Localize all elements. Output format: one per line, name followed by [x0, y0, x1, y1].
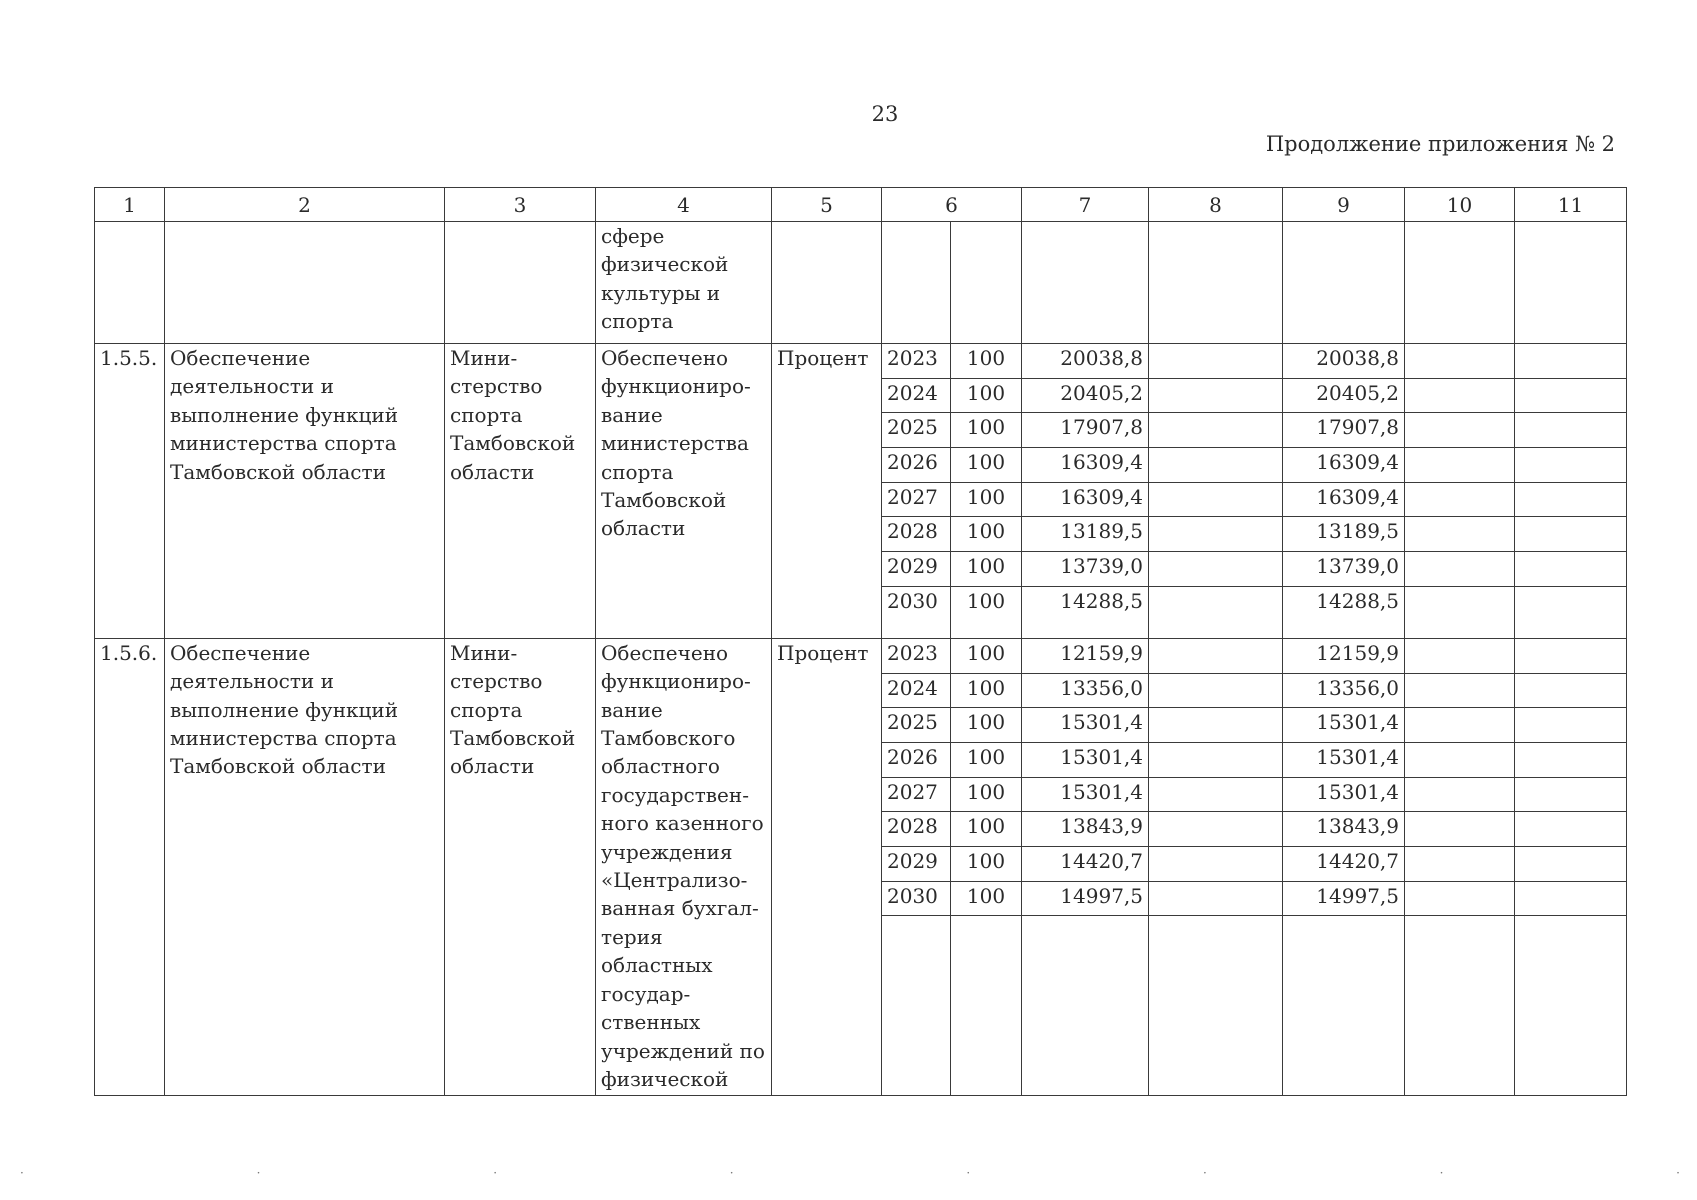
- amount-col10-cell: [1405, 777, 1515, 812]
- table-row: [95, 638, 1627, 673]
- target-percent-cell: 100: [951, 413, 1022, 448]
- expected-result: Обеспечено функциониро- вание Тамбовского областного государствен- ного казенного учреждения «Централизо- ванная бухгал- терия областных государ- ственных учреждений по физической: [596, 638, 772, 1096]
- amount-col9-cell: 13356,0: [1283, 673, 1405, 708]
- amount-col11-cell: [1515, 378, 1627, 413]
- target-percent-cell: 100: [951, 881, 1022, 916]
- table-row: [95, 344, 1627, 379]
- amount-col7-cell: 14288,5: [1022, 586, 1149, 638]
- col-header-9: 9: [1283, 188, 1405, 222]
- amount-col10-cell: [1405, 517, 1515, 552]
- amount-col10-cell: [1405, 344, 1515, 379]
- amount-col10-cell: [1405, 413, 1515, 448]
- unit-of-measure: Процент: [772, 638, 882, 1096]
- col-header-11: 11: [1515, 188, 1627, 222]
- year-cell: 2028: [882, 812, 951, 847]
- col-header-6: 6: [882, 188, 1022, 222]
- amount-col9-cell: 15301,4: [1283, 708, 1405, 743]
- year-cell: 2026: [882, 742, 951, 777]
- amount-col11-cell: [1515, 517, 1627, 552]
- year-cell: 2024: [882, 378, 951, 413]
- amount-col11-cell: [1515, 777, 1627, 812]
- amount-col8-cell: [1149, 638, 1283, 673]
- amount-col8-cell: [1149, 482, 1283, 517]
- amount-col7-cell: 13843,9: [1022, 812, 1149, 847]
- year-cell: 2030: [882, 586, 951, 638]
- amount-col9-cell: 20038,8: [1283, 344, 1405, 379]
- target-percent-cell: 100: [951, 448, 1022, 483]
- amount-col7-cell: 20405,2: [1022, 378, 1149, 413]
- amount-col11-cell: [1515, 673, 1627, 708]
- target-percent-cell: 100: [951, 586, 1022, 638]
- section-number: 1.5.6.: [95, 638, 165, 1096]
- amount-col10-cell: [1405, 552, 1515, 587]
- appendix-continuation-note: Продолжение приложения № 2: [1265, 132, 1615, 156]
- amount-col10-cell: [1405, 586, 1515, 638]
- column-number-row: [95, 188, 1627, 222]
- col-header-2: 2: [165, 188, 445, 222]
- unit-of-measure: Процент: [772, 344, 882, 639]
- amount-col8-cell: [1149, 742, 1283, 777]
- amount-col11-cell: [1515, 413, 1627, 448]
- amount-col10-cell: [1405, 881, 1515, 916]
- amount-col9-cell: 16309,4: [1283, 482, 1405, 517]
- expected-result: Обеспечено функциониро- вание министерства спорта Тамбовской области: [596, 344, 772, 639]
- amount-col11-cell: [1515, 846, 1627, 881]
- amount-col8-cell: [1149, 708, 1283, 743]
- year-cell: 2024: [882, 673, 951, 708]
- year-cell: 2023: [882, 638, 951, 673]
- amount-col7-cell: 20038,8: [1022, 344, 1149, 379]
- amount-col7-cell: 16309,4: [1022, 482, 1149, 517]
- year-cell: 2029: [882, 552, 951, 587]
- year-cell: 2029: [882, 846, 951, 881]
- target-percent-cell: 100: [951, 638, 1022, 673]
- amount-col9-cell: 14997,5: [1283, 881, 1405, 916]
- amount-col10-cell: [1405, 378, 1515, 413]
- amount-col8-cell: [1149, 881, 1283, 916]
- col-header-10: 10: [1405, 188, 1515, 222]
- activity-name: Обеспечение деятельности и выполнение функций министерства спорта Тамбовской области: [165, 344, 445, 639]
- amount-col8-cell: [1149, 777, 1283, 812]
- amount-col9-cell: 16309,4: [1283, 448, 1405, 483]
- scan-margin-dots: · · · · · · · ·: [20, 1166, 1680, 1180]
- amount-col7-cell: 13356,0: [1022, 673, 1149, 708]
- year-cell: 2030: [882, 881, 951, 916]
- amount-col8-cell: [1149, 812, 1283, 847]
- target-percent-cell: 100: [951, 378, 1022, 413]
- col-header-5: 5: [772, 188, 882, 222]
- amount-col8-cell: [1149, 846, 1283, 881]
- col-header-1: 1: [95, 188, 165, 222]
- amount-col9-cell: 14420,7: [1283, 846, 1405, 881]
- year-cell: 2025: [882, 413, 951, 448]
- amount-col8-cell: [1149, 517, 1283, 552]
- amount-col11-cell: [1515, 742, 1627, 777]
- amount-col9-cell: 15301,4: [1283, 742, 1405, 777]
- target-percent-cell: 100: [951, 708, 1022, 743]
- target-percent-cell: 100: [951, 482, 1022, 517]
- amount-col7-cell: 14997,5: [1022, 881, 1149, 916]
- amount-col7-cell: 17907,8: [1022, 413, 1149, 448]
- amount-col8-cell: [1149, 378, 1283, 413]
- col-header-3: 3: [445, 188, 596, 222]
- col-header-4: 4: [596, 188, 772, 222]
- year-cell: 2023: [882, 344, 951, 379]
- target-percent-cell: 100: [951, 812, 1022, 847]
- target-percent-cell: 100: [951, 846, 1022, 881]
- page-number: 23: [871, 102, 899, 126]
- amount-col9-cell: 15301,4: [1283, 777, 1405, 812]
- target-percent-cell: 100: [951, 344, 1022, 379]
- amount-col8-cell: [1149, 344, 1283, 379]
- col-header-7: 7: [1022, 188, 1149, 222]
- amount-col8-cell: [1149, 448, 1283, 483]
- amount-col9-cell: 13843,9: [1283, 812, 1405, 847]
- amount-col8-cell: [1149, 586, 1283, 638]
- continuation-row: [95, 222, 1627, 344]
- year-cell: 2027: [882, 777, 951, 812]
- amount-col10-cell: [1405, 673, 1515, 708]
- amount-col11-cell: [1515, 482, 1627, 517]
- amount-col11-cell: [1515, 708, 1627, 743]
- amount-col9-cell: 17907,8: [1283, 413, 1405, 448]
- target-percent-cell: 100: [951, 552, 1022, 587]
- amount-col9-cell: 14288,5: [1283, 586, 1405, 638]
- amount-col9-cell: 20405,2: [1283, 378, 1405, 413]
- amount-col11-cell: [1515, 638, 1627, 673]
- amount-col10-cell: [1405, 846, 1515, 881]
- col-header-8: 8: [1149, 188, 1283, 222]
- amount-col7-cell: 13739,0: [1022, 552, 1149, 587]
- amount-col8-cell: [1149, 673, 1283, 708]
- amount-col10-cell: [1405, 448, 1515, 483]
- year-cell: 2028: [882, 517, 951, 552]
- amount-col11-cell: [1515, 881, 1627, 916]
- amount-col9-cell: 13739,0: [1283, 552, 1405, 587]
- target-percent-cell: 100: [951, 517, 1022, 552]
- amount-col11-cell: [1515, 586, 1627, 638]
- amount-col10-cell: [1405, 638, 1515, 673]
- amount-col10-cell: [1405, 742, 1515, 777]
- amount-col9-cell: 12159,9: [1283, 638, 1405, 673]
- year-cell: 2025: [882, 708, 951, 743]
- continuation-result-text: сфере физической культуры и спорта: [596, 222, 772, 344]
- amount-col10-cell: [1405, 812, 1515, 847]
- amount-col11-cell: [1515, 344, 1627, 379]
- amount-col7-cell: 16309,4: [1022, 448, 1149, 483]
- amount-col8-cell: [1149, 413, 1283, 448]
- amount-col11-cell: [1515, 812, 1627, 847]
- executor: Мини- стерство спорта Тамбовской области: [445, 638, 596, 1096]
- amount-col8-cell: [1149, 552, 1283, 587]
- amount-col7-cell: 13189,5: [1022, 517, 1149, 552]
- activity-name: Обеспечение деятельности и выполнение функций министерства спорта Тамбовской области: [165, 638, 445, 1096]
- amount-col11-cell: [1515, 552, 1627, 587]
- amount-col10-cell: [1405, 482, 1515, 517]
- amount-col7-cell: 15301,4: [1022, 708, 1149, 743]
- amount-col7-cell: 12159,9: [1022, 638, 1149, 673]
- target-percent-cell: 100: [951, 673, 1022, 708]
- target-percent-cell: 100: [951, 742, 1022, 777]
- amount-col11-cell: [1515, 448, 1627, 483]
- year-cell: 2026: [882, 448, 951, 483]
- amount-col10-cell: [1405, 708, 1515, 743]
- target-percent-cell: 100: [951, 777, 1022, 812]
- amount-col7-cell: 15301,4: [1022, 777, 1149, 812]
- executor: Мини- стерство спорта Тамбовской области: [445, 344, 596, 639]
- amount-col7-cell: 14420,7: [1022, 846, 1149, 881]
- program-table: [94, 187, 1627, 1096]
- amount-col7-cell: 15301,4: [1022, 742, 1149, 777]
- section-number: 1.5.5.: [95, 344, 165, 639]
- year-cell: 2027: [882, 482, 951, 517]
- amount-col9-cell: 13189,5: [1283, 517, 1405, 552]
